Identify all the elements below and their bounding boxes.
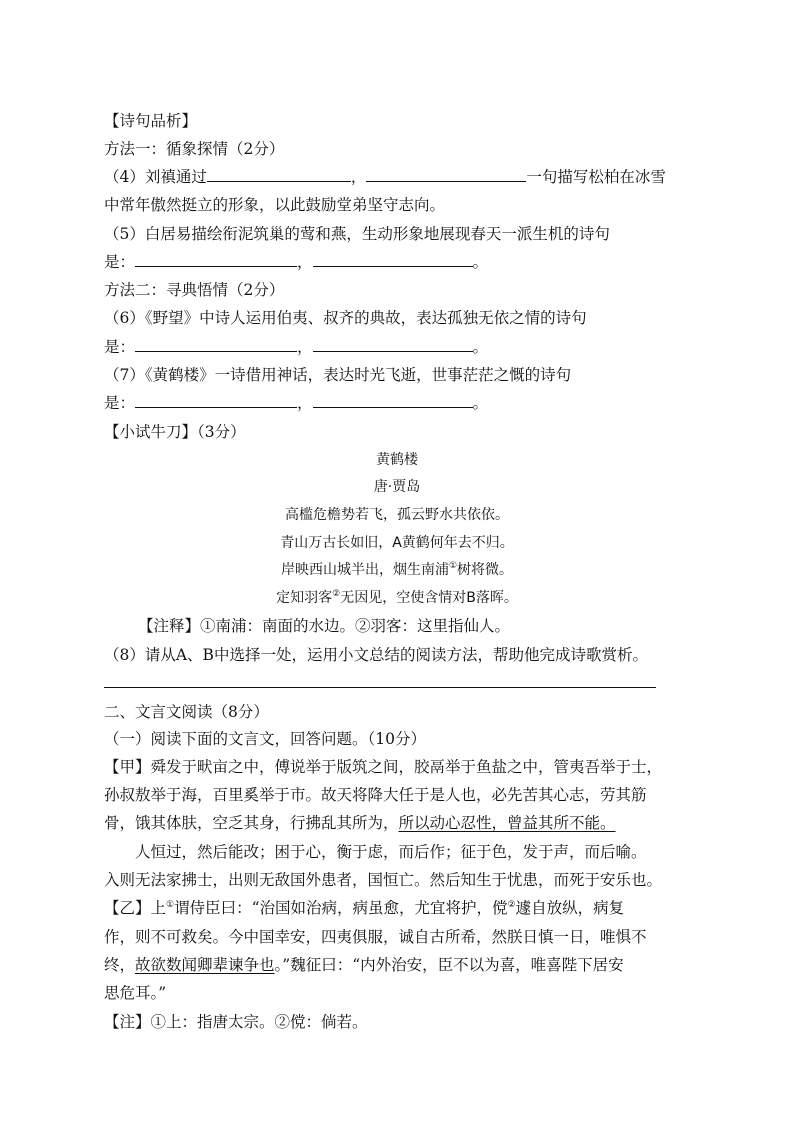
section-heading-trial: 【小试牛刀】（3分） (104, 423, 246, 441)
comma: ， (297, 338, 313, 356)
classical-instruction: （一）阅读下面的文言文，回答问题。（10分） (104, 730, 426, 748)
passage-text: 【乙】上 (104, 899, 167, 917)
passage-yi-line-1 (104, 898, 624, 918)
poem-line-1: 高槛危檐势若飞，孤云野水共依依。 (285, 507, 509, 523)
passage-note: 【注】①上：指唐太宗。②傥：倘若。 (104, 1013, 368, 1031)
question-4-line2: 中常年傲然挺立的形象，以此鼓励堂弟坚守志向。 (104, 196, 446, 214)
underlined-sentence: 故欲数闻卿辈谏争也 (135, 956, 275, 974)
prefix: 是： (104, 253, 136, 271)
question-5-line2 (104, 252, 488, 272)
comma: ， (297, 253, 313, 271)
passage-yi-line-4: 思危耳。” (104, 984, 167, 1002)
passage-text: 终， (104, 956, 136, 974)
question-6-line2 (104, 337, 488, 357)
footnote-mark: ① (166, 900, 175, 910)
answer-blank[interactable] (366, 167, 526, 182)
answer-blank[interactable] (313, 337, 473, 352)
poem-line-3-text-cont: 树将微。 (457, 562, 514, 578)
prefix: 是： (104, 394, 136, 412)
footnote-mark: ② (332, 589, 341, 599)
section-heading-classical: 二、文言文阅读（8分） (104, 703, 269, 721)
question-4-text-cont: 一句描写松柏在冰雪 (526, 168, 666, 186)
answer-line[interactable] (104, 687, 656, 688)
poem-line-2: 青山万古长如旧，A黄鹤何年去不归。 (280, 535, 514, 551)
footnote-mark: ② (507, 900, 516, 910)
poem-note: 【注释】①南浦：南面的水边。②羽客：这里指仙人。 (138, 617, 511, 635)
passage-jia-line-3 (104, 813, 616, 833)
poem-title: 黄鹤楼 (376, 452, 418, 468)
underlined-sentence: 所以动心忍性，曾益其所不能。 (398, 814, 616, 832)
method-two: 方法二：寻典悟情（2分） (104, 281, 285, 299)
prefix: 是： (104, 338, 136, 356)
question-7-line1: （7）《黄鹤楼》一诗借用神话，表达时光飞逝，世事茫茫之慨的诗句 (104, 366, 572, 384)
answer-blank[interactable] (135, 393, 297, 408)
question-8: （8）请从A、B中选择一处，运用小文总结的阅读方法，帮助他完成诗歌赏析。 (104, 646, 648, 664)
answer-blank[interactable] (313, 252, 473, 267)
comma: ， (297, 394, 313, 412)
period: 。 (472, 394, 489, 412)
passage-jia-line-2: 孙叔敖举于海，百里奚举于市。故天将降大任于是人也，必先苦其心志，劳其筋 (104, 786, 647, 804)
comma: ， (350, 168, 367, 186)
question-5-line1: （5）白居易描绘衔泥筑巢的莺和燕，生动形象地展现春天一派生机的诗句 (104, 225, 610, 243)
passage-yi-line-2: 作，则不可救矣。今中国幸安，四夷俱服，诚自古所希，然朕日慎一日，唯惧不 (104, 928, 647, 946)
question-7-line2 (104, 393, 488, 413)
passage-text: 遽自放纵，病复 (515, 899, 625, 917)
method-one: 方法一：循象探情（2分） (104, 140, 285, 158)
answer-blank[interactable] (135, 337, 297, 352)
poem-line-4-text-cont: 无因见，空使含情对B落晖。 (340, 590, 518, 606)
poem-author: 唐·贾岛 (373, 479, 421, 495)
answer-blank[interactable] (313, 393, 473, 408)
period: 。 (472, 253, 489, 271)
poem-line-3-text: 岸映西山城半出，烟生南浦 (280, 562, 449, 578)
poem-line-4-text: 定知羽客 (276, 590, 333, 606)
question-4-line1 (104, 167, 666, 187)
passage-text: 骨，饿其体肤，空乏其身，行拂乱其所为， (104, 814, 399, 832)
passage-text: 。”魏征曰：“内外治安，臣不以为喜，唯喜陛下居安 (274, 956, 624, 974)
answer-blank[interactable] (207, 167, 351, 182)
period: 。 (472, 338, 489, 356)
poem-line-3 (0, 561, 794, 579)
passage-text: 谓侍臣曰：“治国如治病，病虽愈，尤宜将护，傥 (174, 899, 508, 917)
answer-blank[interactable] (135, 252, 297, 267)
section-heading-analysis: 【诗句品析】 (104, 112, 198, 130)
passage-yi-line-3 (104, 955, 624, 975)
footnote-mark: ① (448, 561, 458, 571)
passage-jia-line-4: 人恒过，然后能改；困于心，衡于虑，而后作；征于色，发于声，而后喻。 (135, 843, 647, 861)
passage-jia-line-5: 入则无法家拂士，出则无敌国外患者，国恒亡。然后知生于忧患，而死于安乐也。 (104, 871, 663, 889)
question-4-text: （4）刘禛通过 (104, 168, 207, 186)
passage-jia-line-1: 【甲】舜发于畎亩之中，傅说举于版筑之间，胶鬲举于鱼盐之中，管夷吾举于士， (104, 758, 663, 776)
question-6-line1: （6）《野望》中诗人运用伯夷、叔齐的典故，表达孤独无依之情的诗句 (104, 309, 587, 327)
poem-line-4 (0, 589, 794, 607)
